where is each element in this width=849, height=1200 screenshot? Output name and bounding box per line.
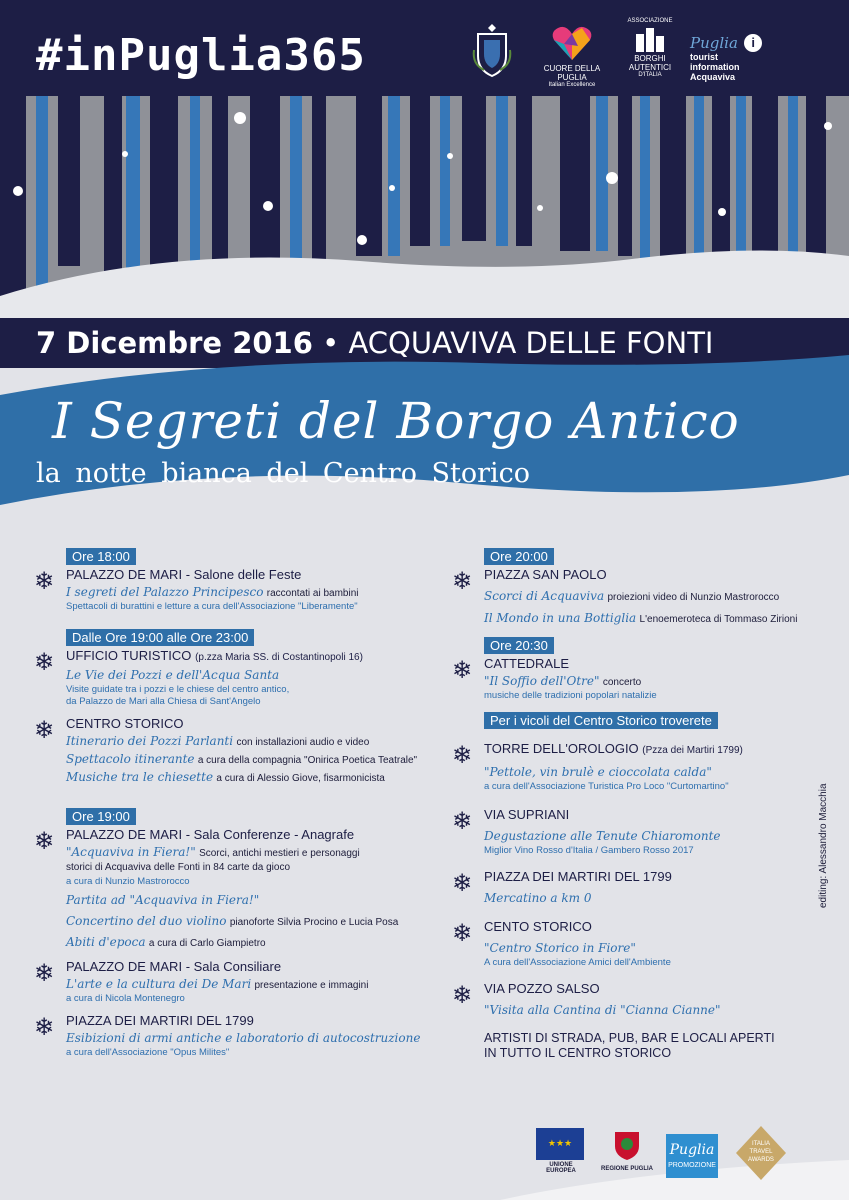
venue-room: - Sala Consiliare bbox=[185, 959, 282, 974]
activity-title: Itinerario dei Pozzi Parlanti bbox=[66, 734, 234, 748]
regione-logo-text: REGIONE PUGLIA bbox=[600, 1166, 653, 1172]
program-entry bbox=[452, 869, 812, 907]
event-date: 7 Dicembre 2016 bbox=[36, 326, 313, 360]
activity-note: a cura dell'Associazione "Opus Milites" bbox=[66, 1047, 230, 1058]
award-text: ITALIA TRAVEL AWARDS bbox=[748, 1141, 774, 1163]
activity-title: "Visita alla Cantina di "Cianna Cianne" bbox=[484, 1003, 721, 1017]
activity-note: A cura dell'Associazione Amici dell'Ambiente bbox=[484, 957, 671, 968]
venue-room: - Sala Conferenze - Anagrafe bbox=[185, 827, 355, 842]
program-entry bbox=[34, 1013, 444, 1059]
venue-name: UFFICIO TURISTICO bbox=[66, 648, 192, 663]
program-entry bbox=[34, 567, 444, 613]
venue-name: CENTRO STORICO bbox=[66, 716, 184, 731]
activity-title: "Pettole, vin brulè e cioccolata calda" bbox=[484, 765, 712, 779]
left-program-column bbox=[34, 546, 444, 1067]
snowflake-icon: ❄ bbox=[34, 648, 55, 676]
activity-title: Musiche tra le chiesette bbox=[66, 770, 214, 784]
activity-note: musiche delle tradizioni popolari natalizie bbox=[484, 690, 657, 701]
venue-address: (p.zza Maria SS. di Costantinopoli 16) bbox=[195, 652, 363, 663]
snowflake-icon: ❄ bbox=[452, 741, 473, 769]
snowflake-icon: ❄ bbox=[34, 567, 55, 595]
snowflake-icon: ❄ bbox=[452, 981, 473, 1009]
activity-desc: raccontati ai bambini bbox=[266, 588, 359, 599]
venue-address: (Pzza dei Martiri 1799) bbox=[642, 745, 743, 756]
venue-name: PIAZZA DEI MARTIRI DEL 1799 bbox=[484, 869, 672, 884]
program-entry bbox=[452, 567, 812, 627]
activity-desc: a cura di Alessio Giove, fisarmonicista bbox=[216, 773, 385, 784]
activity-title: I segreti del Palazzo Principesco bbox=[66, 585, 264, 599]
activity-note: a cura di Nicola Montenegro bbox=[66, 993, 185, 1004]
closing-line: IN TUTTO IL CENTRO STORICO bbox=[484, 1046, 672, 1060]
program-entry bbox=[34, 827, 444, 951]
venue-name: PALAZZO DE MARI bbox=[66, 959, 183, 974]
event-title: I Segreti del Borgo Antico bbox=[52, 392, 740, 450]
event-subtitle: la notte bianca del Centro Storico bbox=[36, 458, 531, 489]
venue-name: PIAZZA SAN PAOLO bbox=[484, 567, 607, 582]
activity-title: Degustazione alle Tenute Chiaromonte bbox=[484, 829, 721, 843]
venue-name: CATTEDRALE bbox=[484, 656, 569, 671]
event-location: ACQUAVIVA DELLE FONTI bbox=[348, 326, 714, 360]
cuore-logo-subtext: Italian Excellence bbox=[548, 82, 596, 88]
puglia-script: Puglia bbox=[690, 34, 738, 52]
snowflake-icon: ❄ bbox=[452, 807, 473, 835]
section-label: Per i vicoli del Centro Storico troverete bbox=[484, 712, 718, 729]
venue-room: - Salone delle Feste bbox=[185, 567, 302, 582]
time-label: Ore 18:00 bbox=[66, 548, 136, 565]
program-entry bbox=[452, 741, 812, 793]
activity-title: "Centro Storico in Fiore" bbox=[484, 941, 636, 955]
activity-title: "Il Soffio dell'Otre" bbox=[484, 674, 600, 688]
activity-desc: Scorci, antichi mestieri e personaggi bbox=[199, 848, 360, 859]
activity-title: Concertino del duo violino bbox=[66, 914, 227, 928]
activity-title: "Acquaviva in Fiera!" bbox=[66, 845, 196, 859]
activity-note: a cura di Nunzio Mastrorocco bbox=[66, 876, 190, 887]
venue-name: PIAZZA DEI MARTIRI DEL 1799 bbox=[66, 1013, 254, 1028]
program-entry bbox=[34, 716, 444, 786]
closing-line: ARTISTI DI STRADA, PUB, BAR E LOCALI APERTI bbox=[484, 1031, 775, 1045]
activity-desc: a cura della compagnia "Onirica Poetica Teatrale" bbox=[197, 755, 418, 766]
activity-desc: presentazione e immagini bbox=[254, 980, 369, 991]
regione-puglia-logo bbox=[600, 1128, 654, 1172]
activity-desc: concerto bbox=[602, 677, 642, 688]
activity-title: Le Vie dei Pozzi e dell'Acqua Santa bbox=[66, 668, 280, 682]
editing-credit bbox=[818, 748, 838, 908]
venue-name: VIA SUPRIANI bbox=[484, 807, 570, 822]
time-label: Ore 20:00 bbox=[484, 548, 554, 565]
date-separator: • bbox=[322, 326, 340, 360]
cuore-della-puglia-logo bbox=[532, 22, 612, 88]
promozione-text: PROMOZIONE bbox=[668, 1162, 716, 1169]
comune-crest-logo bbox=[470, 20, 514, 78]
activity-note: Spettacoli di burattini e letture a cura dell'Associazione "Liberamente" bbox=[66, 601, 358, 612]
activity-desc: proiezioni video di Nunzio Mastrorocco bbox=[607, 592, 780, 603]
snowflake-icon: ❄ bbox=[452, 656, 473, 684]
eu-flag-icon: ★★★ bbox=[536, 1128, 584, 1160]
activity-title: Il Mondo in una Bottiglia bbox=[484, 611, 637, 625]
hashtag: #inPuglia365 bbox=[36, 30, 366, 81]
activity-desc: con installazioni audio e video bbox=[236, 737, 370, 748]
editing-credit-text: editing: Alessandro Macchia bbox=[818, 783, 829, 908]
activity-desc: a cura di Carlo Giampietro bbox=[148, 938, 266, 949]
borghi-logo-text: BORGHI AUTENTICI bbox=[628, 54, 672, 72]
snowflake-icon: ❄ bbox=[452, 567, 473, 595]
activity-note: da Palazzo de Mari alla Chiesa di Sant'Angelo bbox=[66, 696, 261, 707]
puglia-brand-text: Puglia bbox=[669, 1142, 715, 1158]
borghi-logo-top: ASSOCIAZIONE bbox=[627, 18, 673, 24]
program-entry bbox=[34, 648, 444, 708]
program-entry bbox=[34, 959, 444, 1005]
venue-name: PALAZZO DE MARI bbox=[66, 827, 183, 842]
borghi-logo-subtext: D'ITALIA bbox=[638, 72, 662, 78]
program-entry bbox=[452, 656, 812, 702]
snowflake-icon: ❄ bbox=[34, 1013, 55, 1041]
activity-desc: pianoforte Silvia Procino e Lucia Posa bbox=[229, 917, 399, 928]
eu-logo-text: UNIONE EUROPEA bbox=[546, 1162, 576, 1174]
activity-note: Miglior Vino Rosso d'Italia / Gambero Rosso 2017 bbox=[484, 845, 694, 856]
time-label: Ore 19:00 bbox=[66, 808, 136, 825]
snowflake-icon: ❄ bbox=[34, 827, 55, 855]
snowflake-icon: ❄ bbox=[452, 919, 473, 947]
activity-desc: L'enoemeroteca di Tommaso Zirioni bbox=[639, 614, 798, 625]
travel-award-logo bbox=[732, 1124, 790, 1182]
puglia-promozione-logo bbox=[666, 1134, 718, 1178]
snowflake-icon: ❄ bbox=[34, 716, 55, 744]
activity-note: a cura dell'Associazione Turistica Pro Loco "Curtomartino" bbox=[484, 781, 729, 792]
puglia-tourist-logo bbox=[690, 34, 820, 82]
activity-title: L'arte e la cultura dei De Mari bbox=[66, 977, 252, 991]
time-label: Dalle Ore 19:00 alle Ore 23:00 bbox=[66, 629, 254, 646]
venue-name: VIA POZZO SALSO bbox=[484, 981, 600, 996]
borghi-autentici-logo bbox=[622, 18, 678, 78]
tourist-info-text: tourist information Acquaviva bbox=[690, 52, 740, 82]
winter-forest-illustration bbox=[0, 96, 849, 356]
right-program-column bbox=[452, 546, 812, 1061]
footer-wave bbox=[0, 1100, 849, 1200]
activity-title: Partita ad "Acquaviva in Fiera!" bbox=[66, 893, 260, 907]
snowflake-icon: ❄ bbox=[452, 869, 473, 897]
venue-name: PALAZZO DE MARI bbox=[66, 567, 183, 582]
snowflake-icon: ❄ bbox=[34, 959, 55, 987]
activity-title: Esibizioni di armi antiche e laboratorio di autocostruzione bbox=[66, 1031, 421, 1045]
activity-title: Spettacolo itinerante bbox=[66, 752, 195, 766]
activity-title: Mercatino a km 0 bbox=[484, 891, 592, 905]
activity-desc: storici di Acquaviva delle Fonti in 84 carte da gioco bbox=[66, 862, 291, 873]
info-icon: i bbox=[744, 34, 762, 52]
cuore-logo-text: CUORE DELLA PUGLIA bbox=[543, 64, 601, 82]
time-label: Ore 20:30 bbox=[484, 637, 554, 654]
venue-name: TORRE DELL'OROLOGIO bbox=[484, 741, 639, 756]
venue-name: CENTO STORICO bbox=[484, 919, 592, 934]
activity-title: Scorci di Acquaviva bbox=[484, 589, 605, 603]
activity-note: Visite guidate tra i pozzi e le chiese del centro antico, bbox=[66, 684, 290, 695]
eu-logo bbox=[536, 1128, 586, 1174]
program-entry bbox=[452, 919, 812, 969]
activity-title: Abiti d'epoca bbox=[66, 935, 146, 949]
program-entry bbox=[452, 981, 812, 1019]
regione-crest-icon bbox=[612, 1128, 642, 1162]
program-entry bbox=[452, 807, 812, 857]
